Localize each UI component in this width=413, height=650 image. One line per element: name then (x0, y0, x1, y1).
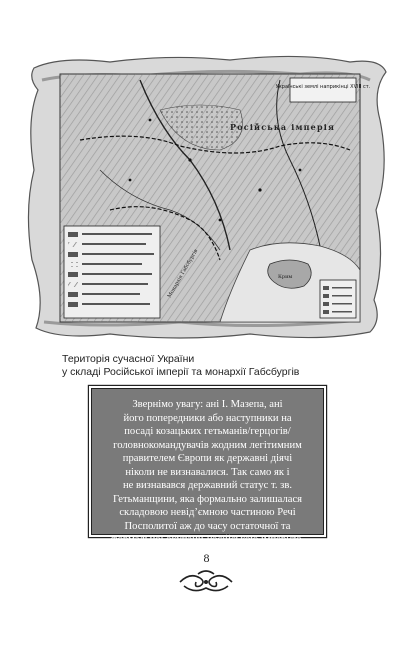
notice-line: Посполитої аж до часу остаточної та (124, 520, 291, 532)
ornament-icon (176, 568, 236, 596)
caption-line-1: Територія сучасної України (62, 353, 195, 365)
historical-map (20, 50, 392, 342)
caption-line-2: у складі Російської імперії та монархії Габсбургів (62, 366, 300, 378)
map-legend-title: Українські землі наприкінці XVIII ст. (275, 84, 371, 90)
notice-line: його попередники або наступники на (123, 412, 292, 424)
notice-text (100, 398, 315, 547)
notice-line: Звернімо увагу: ані І. Мазепа, ані (132, 399, 283, 410)
notice-line: посаді козацьких гетьманів/герцогів/ (124, 426, 291, 437)
page-number: 8 (203, 551, 210, 565)
map-label-crimea: Крим (278, 274, 293, 280)
map-label-russia: Російська імперія (230, 122, 336, 132)
map-legend-title-box (290, 78, 356, 102)
notice-line: ніколи не визнавалися. Так само як і (125, 466, 290, 478)
notice-line: не визнавався державний статус т. зв. (122, 480, 293, 491)
notice-box (91, 388, 324, 545)
notice-line: формальної окупації Російською імперією. (110, 534, 305, 545)
notice-line: правителем Європи як державні діячі (122, 453, 293, 464)
notice-line: Гетьманщини, яка формально залишалася (112, 493, 303, 505)
notice-line: головнокомандувачів жодним легітимним (113, 439, 302, 451)
notice-line: складовою невід’ємною частиною Речі (119, 507, 296, 518)
map-caption (62, 353, 362, 379)
map-label-habsburg: Монархія Габсбургів (166, 248, 200, 299)
